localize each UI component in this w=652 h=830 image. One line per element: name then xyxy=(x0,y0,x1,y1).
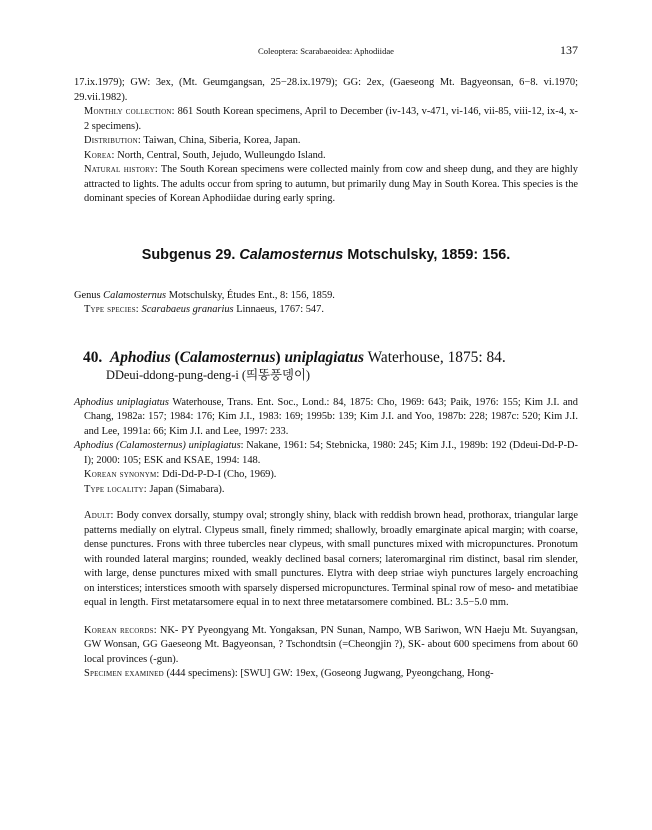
korean-synonym-text: Ddi-Dd-P-D-I (Cho, 1969). xyxy=(162,469,277,480)
type-locality-label: Type locality: xyxy=(84,483,147,495)
korea-text: North, Central, South, Jejudo, Wulleungdo Island. xyxy=(117,149,326,161)
natural-history-label: Natural history: xyxy=(84,164,159,175)
species-subgenus: Calamosternus xyxy=(179,348,276,366)
type-species-name: Scarabaeus granarius xyxy=(141,304,234,315)
specimen-examined-label: Specimen examined xyxy=(84,668,164,679)
natural-history-text: The South Korean specimens were collected mainly from cow and sheep dung, and they are highly attracted to lights. The adults occur from spring to autumn, but primarily dung May in South Korea. This species is the dominant species of Korean Aphodiidae during early spring. xyxy=(84,164,578,204)
adult-description xyxy=(74,509,578,611)
korean-romanized: DDeui-ddong-pung-deng-i xyxy=(106,367,239,382)
subgenus-heading xyxy=(74,246,578,264)
distribution-label: Distribution: xyxy=(84,135,141,146)
species-number: 40. xyxy=(83,348,103,366)
korean-records-label: Korean records: xyxy=(84,624,157,636)
monthly-collection-entry xyxy=(74,105,578,134)
adult-text: Body convex dorsally, stumpy oval; strongly shiny, black with reddish brown head, prothorax, triangular large patterns medially on elytral. Clypeus small, finely rimmed; shallowly, broadly emarginate apical margin; with coarse, dense punctures. Frons with three tubercles near clypeus, with small punctures mixed with micropunctures. Pronotum with rounded lateral margins; rounded, weakly declined basal corners; lateromarginal rim distinct, basal rim slender, with large, dense punctures mixed with small punctures. Elytra with deep striae wiyh punctures largely encroaching on interstices; interstices smooth with sparsely dispersed micropunctures. Terminal spinal row of meso- and metatibiae equal in length. First metatarsomere equal in to next three metatarsomere combined. BL: 3.5−5.0 mm. xyxy=(84,510,578,608)
type-locality-entry xyxy=(74,483,578,498)
specimen-examined-text: [SWU] GW: 19ex, (Goseong Jugwang, Pyeongchang, Hong- xyxy=(240,668,494,679)
type-species-entry xyxy=(74,303,578,318)
subgenus-author: Motschulsky, 1859: 156. xyxy=(347,246,511,263)
synonym-1-name: Aphodius uniplagiatus xyxy=(74,396,169,408)
genus-citation xyxy=(74,289,578,304)
type-species-label: Type species: xyxy=(84,304,139,315)
korea-entry xyxy=(74,149,578,164)
running-head: Coleoptera: Scarabaeoidea: Aphodiidae xyxy=(257,46,394,56)
species-author: Waterhouse, 1875: 84. xyxy=(367,348,506,366)
monthly-collection-text: 861 South Korean specimens, April to December (iv-143, v-471, vi-146, vii-85, viii-12, ix-4, x-2 specimens). xyxy=(84,106,578,132)
page-header xyxy=(74,43,578,59)
specimen-examined-count: (444 specimens): xyxy=(166,668,238,679)
previous-records-continued: 17.ix.1979); GW: 3ex, (Mt. Geumgangsan, 25−28.ix.1979); GG: 2ex, (Gaeseong Mt. Bagyeonsan, 6−8. vi.1970; 29.vii.1982). xyxy=(74,77,578,103)
genus-name: Calamosternus xyxy=(103,289,167,301)
korean-records-entry xyxy=(74,624,578,668)
synonym-2-name: Aphodius (Calamosternus) uniplagiatus xyxy=(74,440,241,451)
monthly-collection-label: Monthly collection: xyxy=(84,106,175,117)
type-locality-text: Japan (Simabara). xyxy=(149,483,225,495)
korean-synonym-entry xyxy=(74,468,578,483)
subgenus-prefix: Subgenus 29. xyxy=(141,246,236,263)
korean-hangul: 띄똥풍뎅이 xyxy=(246,367,306,382)
korean-common-name: DDeui-ddong-pung-deng-i (띄똥풍뎅이) xyxy=(106,367,311,382)
species-heading: 40. Aphodius (Calamosternus) uniplagiatus Waterhouse, 1875: 84. xyxy=(83,348,506,366)
synonymy-entry-2 xyxy=(74,439,578,468)
synonymy-entry-1 xyxy=(74,396,578,440)
korean-synonym-label: Korean synonym: xyxy=(84,469,160,480)
distribution-entry xyxy=(74,134,578,149)
type-species-author: Linnaeus, 1767: 547. xyxy=(236,304,324,315)
species-epithet: uniplagiatus xyxy=(284,348,365,366)
genus-text: Motschulsky, Études Ent., 8: 156, 1859. xyxy=(168,289,335,301)
synonym-2-text: : Nakane, 1961: 54; Stebnicka, 1980: 245; Kim J.I., 1989b: 192 (Ddeui-Dd-P-D-I); 2000: 105; ESK and KSAE, 1994: 148. xyxy=(84,440,578,466)
page-body xyxy=(74,76,578,682)
species-genus: Aphodius xyxy=(109,348,171,366)
specimen-examined-entry xyxy=(74,667,578,682)
distribution-text: Taiwan, China, Siberia, Korea, Japan. xyxy=(143,135,301,146)
species-block xyxy=(74,348,578,682)
genus-prefix: Genus xyxy=(74,289,101,301)
subgenus-name: Calamosternus xyxy=(239,246,344,263)
synonym-1-text: Waterhouse, Trans. Ent. Soc., Lond.: 84, 1875: Cho, 1969: 643; Paik, 1976: 155; Kim J.I. and Chang, 1982a: 157; 1984: 176; Kim J.I., 1983: 169; 1995b: 139; Kim J.I. and Yoo, 1987b: 228; 1987c: 520; Kim J.I. and Lee, 1991a: 66; Kim J.I. and Lee, 1997: 233. xyxy=(84,396,578,437)
page-number: 137 xyxy=(560,43,578,57)
adult-label: Adult: xyxy=(84,510,114,521)
korean-records-text: NK- PY Pyeongyang Mt. Yongaksan, PN Sunan, Nampo, WB Sariwon, WN Haeju Mt. Suyangsan, GW Wonsan, GG Gaeseong Mt. Bagyeonsan, ? Tschondtsin (=Cheongjin ?), SK- about 600 specimens from about 60 local provinces (-gun). xyxy=(84,624,579,665)
korea-label: Korea: xyxy=(84,149,115,161)
natural-history-entry xyxy=(74,163,578,207)
